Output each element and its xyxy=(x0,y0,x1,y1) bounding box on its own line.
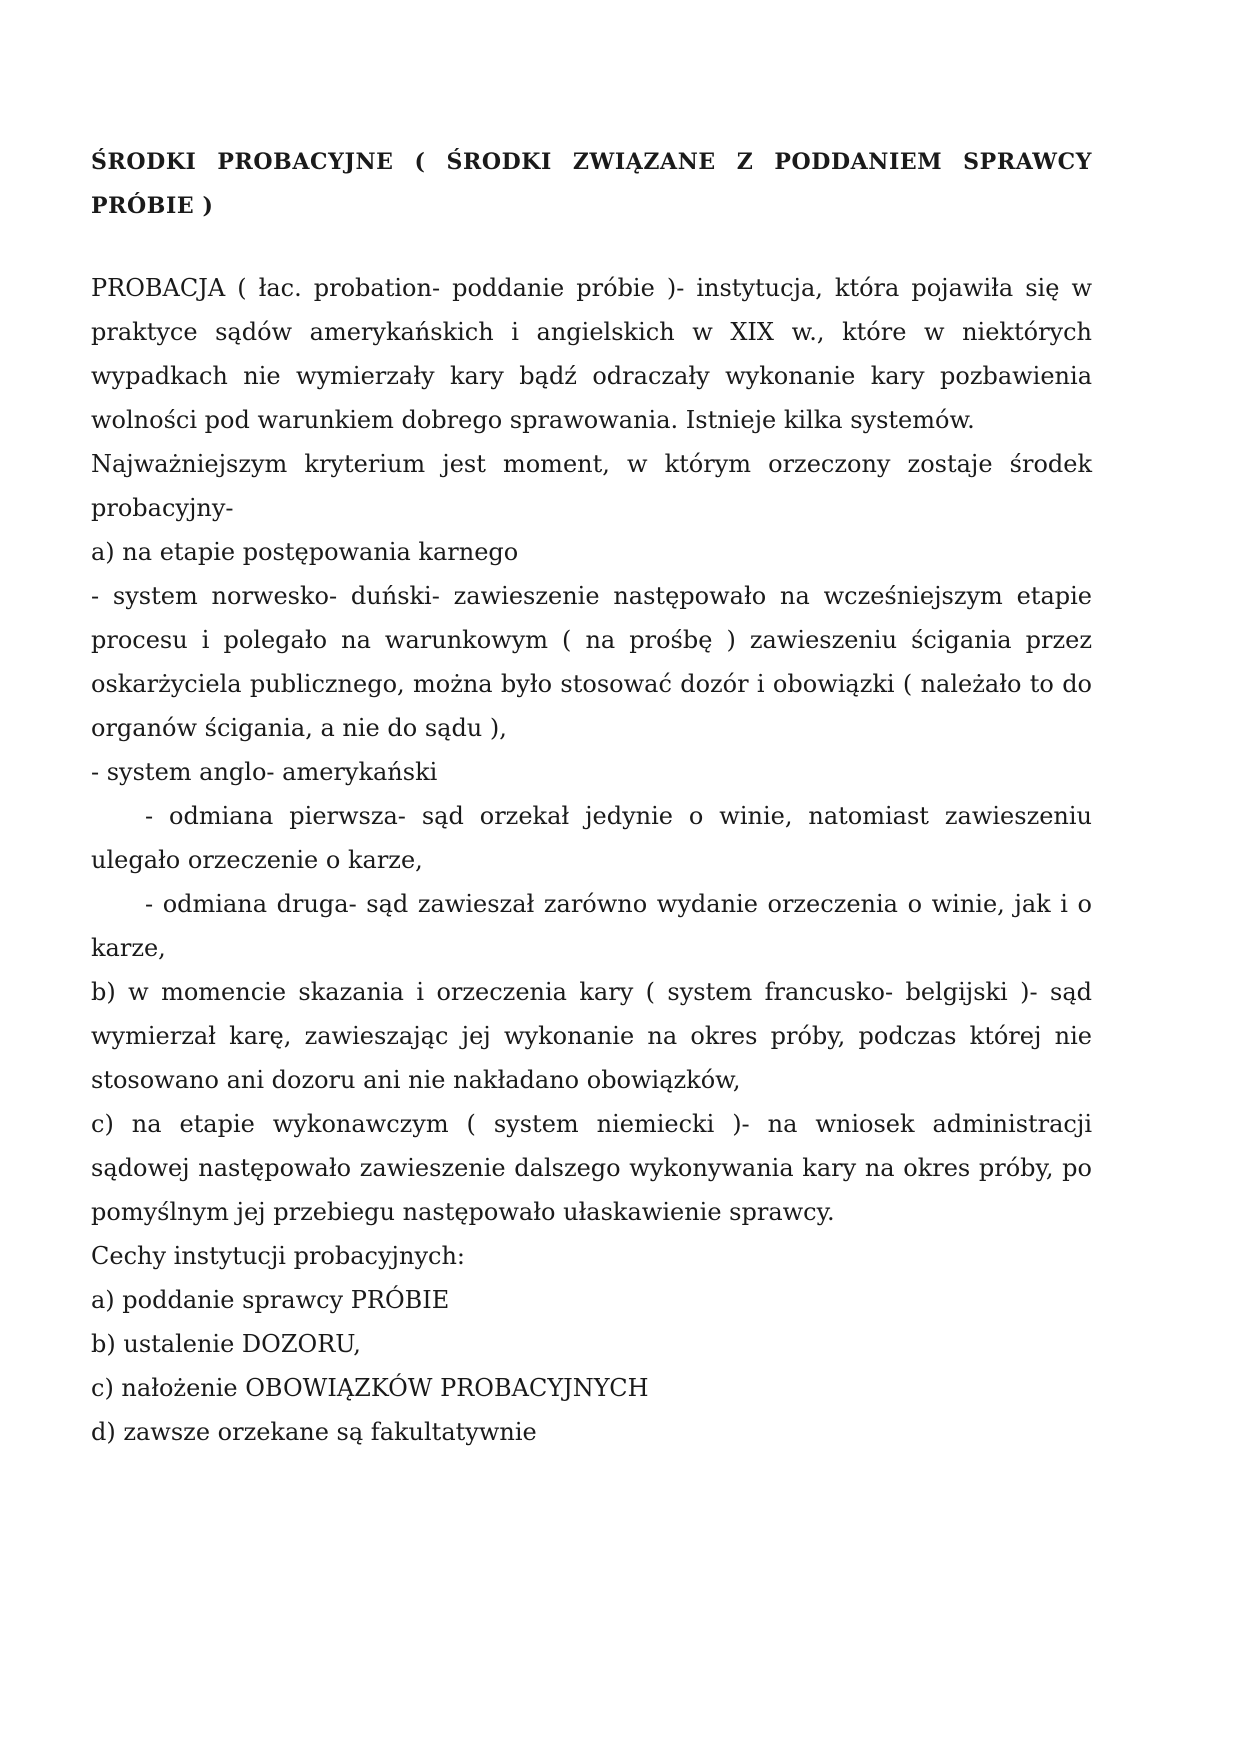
list-item-variant-second: - odmiana druga- sąd zawieszał zarówno wydanie orzeczenia o winie, jak i o karze, xyxy=(91,890,1092,962)
features-heading: Cechy instytucji probacyjnych: xyxy=(91,1242,465,1270)
list-item-variant-first: - odmiana pierwsza- sąd orzekał jedynie o winie, natomiast zawieszeniu ulegało orzeczenie o karze, xyxy=(91,802,1092,874)
list-item-a-stage-criminal: a) na etapie postępowania karnego xyxy=(91,538,519,566)
paragraph-criterion: Najważniejszym kryterium jest moment, w którym orzeczony zostaje środek probacyjny- xyxy=(91,450,1092,522)
document-title: ŚRODKI PROBACYJNE ( ŚRODKI ZWIĄZANE Z PODDANIEM SPRAWCY PRÓBIE ) xyxy=(91,149,1092,219)
feature-item-a: a) poddanie sprawcy PRÓBIE xyxy=(91,1286,450,1314)
list-item-norwegian-danish: - system norwesko- duński- zawieszenie następowało na wcześniejszym etapie procesu i polegało na warunkowym ( na prośbę ) zawieszeniu ścigania przez oskarżyciela publicznego, można było stosować dozór i obowiązki ( należało to do organów ścigania, a nie do sądu ), xyxy=(91,582,1092,742)
title-spacer xyxy=(91,228,1092,266)
feature-item-b: b) ustalenie DOZORU, xyxy=(91,1330,361,1358)
feature-item-c: c) nałożenie OBOWIĄZKÓW PROBACYJNYCH xyxy=(91,1374,649,1402)
document-page xyxy=(91,140,1092,1454)
list-item-b-sentencing: b) w momencie skazania i orzeczenia kary ( system francusko- belgijski )- sąd wymierzał karę, zawieszając jej wykonanie na okres próby, podczas której nie stosowano ani dozoru ani nie nakładano obowiązków, xyxy=(91,978,1092,1094)
paragraph-definition: PROBACJA ( łac. probation- poddanie próbie )- instytucja, która pojawiła się w praktyce sądów amerykańskich i angielskich w XIX w., które w niektórych wypadkach nie wymierzały kary bądź odraczały wykonanie kary pozbawienia wolności pod warunkiem dobrego sprawowania. Istnieje kilka systemów. xyxy=(91,274,1092,434)
feature-item-d: d) zawsze orzekane są fakultatywnie xyxy=(91,1418,537,1446)
list-item-anglo-american: - system anglo- amerykański xyxy=(91,758,438,786)
list-item-c-execution: c) na etapie wykonawczym ( system niemiecki )- na wniosek administracji sądowej następowało zawieszenie dalszego wykonywania kary na okres próby, po pomyślnym jej przebiegu następowało ułaskawienie sprawcy. xyxy=(91,1110,1092,1226)
